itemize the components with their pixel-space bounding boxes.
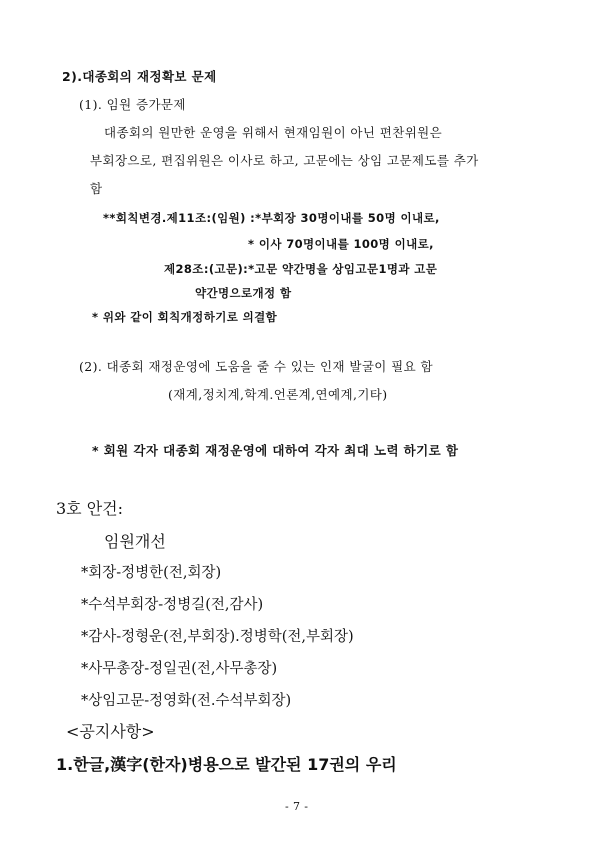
section-3-subheading: 임원개선 bbox=[104, 532, 166, 551]
bylaw-change-line-3: 제28조:(고문):*고문 약간명을 상임고문1명과 고문 bbox=[164, 262, 438, 276]
notice-item-1: 1.한글,漢字(한자)병용으로 발간된 17권의 우리 bbox=[56, 755, 397, 774]
section-2-resolution: * 회원 각자 대종회 재정운영에 대하여 각자 최대 노력 하기로 함 bbox=[92, 443, 459, 458]
officer-item: *회장-정병한(전,회장) bbox=[81, 565, 222, 581]
item-1-resolution: * 위와 같이 회칙개정하기로 의결함 bbox=[92, 310, 278, 324]
item-1-paragraph-line-3: 함 bbox=[90, 181, 103, 196]
bylaw-change-line-4: 약간명으로개정 함 bbox=[195, 286, 292, 300]
item-1-title: (1). 임원 증가문제 bbox=[79, 97, 186, 112]
officer-item: *수석부회장-정병길(전,감사) bbox=[81, 597, 264, 613]
item-2-subtitle: (재계,정치계,학계.언론계,연예계,기타) bbox=[168, 387, 388, 402]
section-3-heading: 3호 안건: bbox=[56, 499, 124, 518]
item-1-paragraph-line-2: 부회장으로, 편집위원은 이사로 하고, 고문에는 상임 고문제도를 추가 bbox=[90, 153, 479, 168]
officer-item: *감사-정형운(전,부회장).정병학(전,부회장) bbox=[81, 629, 354, 645]
notice-heading: <공지사항> bbox=[66, 722, 155, 741]
section-2-heading: 2).대종회의 재정확보 문제 bbox=[62, 69, 217, 84]
page-number: - 7 - bbox=[285, 800, 309, 813]
officer-item: *상임고문-정영화(전.수석부회장) bbox=[81, 693, 292, 709]
bylaw-change-line-1: **회칙변경.제11조:(임원) :*부회장 30명이내를 50명 이내로, bbox=[103, 211, 440, 225]
item-2-title: (2). 대종회 재정운영에 도움을 줄 수 있는 인재 발굴이 필요 함 bbox=[79, 359, 433, 374]
item-1-paragraph-line-1: 대종회의 원만한 운영을 위해서 현재임원이 아닌 편찬위원은 bbox=[104, 125, 443, 140]
officer-item: *사무총장-정일권(전,사무총장) bbox=[81, 661, 278, 677]
bylaw-change-line-2: * 이사 70명이내를 100명 이내로, bbox=[248, 237, 434, 251]
